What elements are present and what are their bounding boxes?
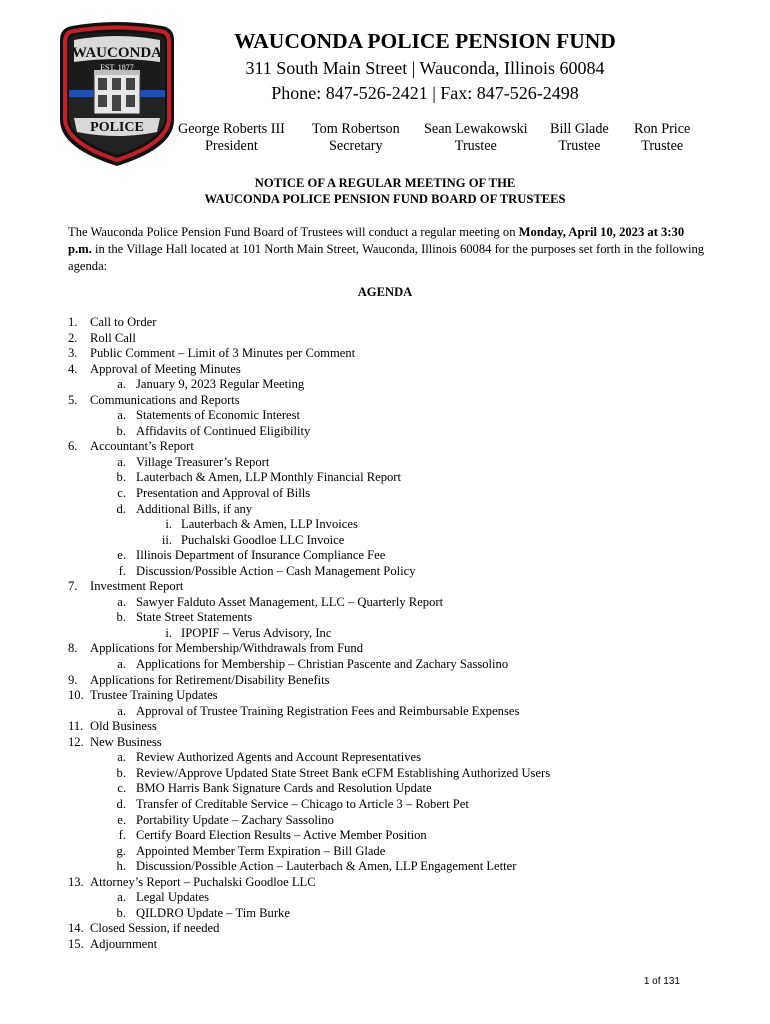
agenda-item xyxy=(68,890,718,906)
agenda-item xyxy=(68,424,718,440)
trustee-name: George Roberts III xyxy=(178,121,285,137)
badge-bottom-text: POLICE xyxy=(90,120,144,135)
agenda-item xyxy=(68,844,718,860)
trustee-0 xyxy=(178,121,285,155)
agenda-item-text: Discussion/Possible Action – Cash Management Policy xyxy=(136,563,416,578)
agenda-item-number: a. xyxy=(117,703,126,718)
agenda-item xyxy=(68,688,718,704)
agenda-item xyxy=(68,735,718,751)
agenda-item-number: 6. xyxy=(68,439,78,454)
agenda-item xyxy=(68,502,718,518)
agenda-item xyxy=(68,797,718,813)
agenda-item xyxy=(68,921,718,937)
agenda-item-number: g. xyxy=(116,843,126,858)
agenda-item xyxy=(68,704,718,720)
agenda-item xyxy=(68,533,718,549)
agenda-item xyxy=(68,719,718,735)
agenda-item xyxy=(68,346,718,362)
agenda-item xyxy=(68,859,718,875)
agenda-item-number: a. xyxy=(117,750,126,765)
agenda-item-text: Legal Updates xyxy=(136,890,210,905)
trustee-name: Bill Glade xyxy=(550,121,609,137)
agenda-item-number: a. xyxy=(117,594,126,609)
agenda-item-text: Call to Order xyxy=(90,315,157,329)
agenda-item xyxy=(68,408,718,424)
agenda-item xyxy=(68,331,718,347)
agenda-item-text: Public Comment – Limit of 3 Minutes per Comment xyxy=(90,346,356,361)
agenda-item-text: QILDRO Update – Tim Burke xyxy=(136,905,290,920)
fund-address: 311 South Main Street | Wauconda, Illinois 60084 xyxy=(245,58,605,78)
trustee-role: Trustee xyxy=(454,138,497,154)
agenda-item-number: c. xyxy=(117,781,126,796)
agenda-item-number: 7. xyxy=(68,579,78,594)
agenda-item xyxy=(68,548,718,564)
agenda-item-text: Applications for Retirement/Disability Benefits xyxy=(90,672,330,687)
agenda-item-number: a. xyxy=(117,657,126,672)
agenda-item xyxy=(68,750,718,766)
trustee-name: Tom Robertson xyxy=(312,121,400,137)
agenda-item-number: h. xyxy=(116,859,126,874)
agenda-item-number: a. xyxy=(117,454,126,469)
trustee-3 xyxy=(550,121,609,155)
page-number: 1 of 131 xyxy=(643,976,680,987)
agenda-item-number: 11. xyxy=(68,719,84,734)
meeting-intro-paragraph xyxy=(68,224,710,275)
agenda-item xyxy=(68,470,718,486)
agenda-item-text: Review/Approve Updated State Street Bank eCFM Establishing Authorized Users xyxy=(136,765,551,780)
agenda-item-number: b. xyxy=(116,423,126,438)
trustee-name: Ron Price xyxy=(634,121,691,137)
trustee-role: Trustee xyxy=(558,138,601,154)
agenda-item-text: Trustee Training Updates xyxy=(90,688,218,703)
agenda-item-number: a. xyxy=(117,890,126,905)
agenda-item-text: Investment Report xyxy=(90,579,184,594)
agenda-item-number: ii. xyxy=(161,532,172,547)
agenda-item-number: 14. xyxy=(68,921,84,936)
agenda-item-number: d. xyxy=(116,501,126,516)
agenda-item-text: Puchalski Goodloe LLC Invoice xyxy=(181,532,345,547)
agenda-item-text: Certify Board Election Results – Active Member Position xyxy=(136,828,427,843)
agenda-item-number: 15. xyxy=(68,936,84,951)
agenda-item-number: f. xyxy=(118,563,126,578)
agenda-item-number: i. xyxy=(165,517,172,532)
agenda-item-text: Portability Update – Zachary Sassolino xyxy=(136,812,334,827)
agenda-item-text: Attorney’s Report – Puchalski Goodloe LLC xyxy=(90,874,316,889)
meeting-datetime: Monday, April 10, 2023 at 3:30 p.m. xyxy=(68,225,685,256)
agenda-item-text: Roll Call xyxy=(90,330,136,345)
agenda-item xyxy=(68,781,718,797)
badge-est-text: EST. 1877 xyxy=(100,63,134,72)
agenda-item-text: Affidavits of Continued Eligibility xyxy=(136,423,311,438)
agenda-item xyxy=(68,937,718,953)
agenda-item-text: New Business xyxy=(90,734,162,749)
agenda-item-text: Review Authorized Agents and Account Representatives xyxy=(136,750,422,765)
agenda-item-text: Additional Bills, if any xyxy=(136,501,253,516)
agenda-heading: AGENDA xyxy=(357,285,413,299)
agenda-item-number: d. xyxy=(116,796,126,811)
trustee-4 xyxy=(634,121,690,155)
agenda-item-number: a. xyxy=(117,377,126,392)
agenda-item-text: Lauterbach & Amen, LLP Invoices xyxy=(181,517,358,532)
agenda-item-number: 2. xyxy=(68,330,78,345)
agenda-item-text: Discussion/Possible Action – Lauterbach & Amen, LLP Engagement Letter xyxy=(136,859,517,874)
badge-top-text: WAUCONDA xyxy=(72,45,162,61)
agenda-item-number: 12. xyxy=(68,734,84,749)
agenda-item-text: Old Business xyxy=(90,719,157,734)
trustee-2 xyxy=(424,121,528,155)
agenda-item-text: Appointed Member Term Expiration – Bill Glade xyxy=(136,843,386,858)
agenda-item-number: 8. xyxy=(68,641,78,656)
agenda-item xyxy=(68,517,718,533)
agenda-item xyxy=(68,626,718,642)
agenda-item-text: IPOPIF – Verus Advisory, Inc xyxy=(181,625,332,640)
agenda-item xyxy=(68,657,718,673)
agenda-item-text: Sawyer Falduto Asset Management, LLC – Quarterly Report xyxy=(136,594,444,609)
agenda-item-number: a. xyxy=(117,408,126,423)
agenda-item xyxy=(68,641,718,657)
agenda-item xyxy=(68,362,718,378)
agenda-item xyxy=(68,486,718,502)
agenda-item xyxy=(68,393,718,409)
agenda-item-number: 1. xyxy=(68,315,78,329)
trustee-role: Secretary xyxy=(329,138,383,154)
agenda-item-text: Illinois Department of Insurance Compliance Fee xyxy=(136,548,386,563)
agenda-item-text: Village Treasurer’s Report xyxy=(136,454,270,469)
agenda-item-text: Applications for Membership – Christian Pascente and Zachary Sassolino xyxy=(136,657,509,672)
agenda-item xyxy=(68,766,718,782)
agenda-item-text: Approval of Meeting Minutes xyxy=(90,361,241,376)
agenda-item-text: Approval of Trustee Training Registration Fees and Reimbursable Expenses xyxy=(136,703,520,718)
intro-after: in the Village Hall located at 101 North Main Street, Wauconda, Illinois 60084 for the purposes set forth in the following agenda: xyxy=(68,242,705,273)
agenda-item-number: b. xyxy=(116,765,126,780)
trustee-1 xyxy=(312,121,400,155)
agenda-item-number: 5. xyxy=(68,392,78,407)
agenda-item-number: 3. xyxy=(68,346,78,361)
agenda-item-text: BMO Harris Bank Signature Cards and Resolution Update xyxy=(136,781,432,796)
agenda-item-text: Applications for Membership/Withdrawals from Fund xyxy=(90,641,364,656)
agenda-item xyxy=(68,315,718,331)
agenda-item xyxy=(68,828,718,844)
agenda-item-text: Statements of Economic Interest xyxy=(136,408,301,423)
agenda-item xyxy=(68,813,718,829)
agenda-item-number: c. xyxy=(117,486,126,501)
agenda-item xyxy=(68,564,718,580)
agenda-item-text: Lauterbach & Amen, LLP Monthly Financial Report xyxy=(136,470,401,485)
agenda-item-number: 9. xyxy=(68,672,78,687)
notice-line-2: WAUCONDA POLICE PENSION FUND BOARD OF TRUSTEES xyxy=(204,191,566,206)
page-title: WAUCONDA POLICE PENSION FUND xyxy=(234,29,616,53)
agenda-item-number: i. xyxy=(165,625,172,640)
agenda-item xyxy=(68,579,718,595)
agenda-item-number: b. xyxy=(116,470,126,485)
notice-line-1: NOTICE OF A REGULAR MEETING OF THE xyxy=(254,176,516,190)
fund-contact xyxy=(185,56,665,106)
agenda-item-text: Adjournment xyxy=(90,936,158,951)
agenda-item-number: 13. xyxy=(68,874,84,889)
agenda-item-number: f. xyxy=(118,828,126,843)
agenda-item-number: e. xyxy=(117,812,126,827)
agenda-item-text: Communications and Reports xyxy=(90,392,240,407)
meeting-notice-heading xyxy=(60,176,710,207)
agenda-item-text: January 9, 2023 Regular Meeting xyxy=(136,377,305,392)
police-badge-logo xyxy=(58,20,176,168)
agenda-item-text: Accountant’s Report xyxy=(90,439,194,454)
agenda-item xyxy=(68,377,718,393)
agenda-item-text: State Street Statements xyxy=(136,610,253,625)
agenda-item-number: e. xyxy=(117,548,126,563)
agenda-item xyxy=(68,673,718,689)
agenda-item-number: b. xyxy=(116,905,126,920)
intro-before: The Wauconda Police Pension Fund Board of Trustees will conduct a regular meeting on xyxy=(68,225,519,239)
agenda-item-number: b. xyxy=(116,610,126,625)
agenda-item xyxy=(68,455,718,471)
agenda-item xyxy=(68,875,718,891)
trustee-role: President xyxy=(205,138,258,154)
agenda-item-text: Transfer of Creditable Service – Chicago to Article 3 – Robert Pet xyxy=(136,796,469,811)
trustee-name: Sean Lewakowski xyxy=(424,121,528,137)
agenda-item-text: Presentation and Approval of Bills xyxy=(136,486,311,501)
agenda-item-number: 10. xyxy=(68,688,84,703)
agenda-item xyxy=(68,439,718,455)
trustee-role: Trustee xyxy=(641,138,684,154)
agenda-item xyxy=(68,610,718,626)
agenda-list xyxy=(68,315,718,952)
agenda-item-text: Closed Session, if needed xyxy=(90,921,220,936)
agenda-item xyxy=(68,906,718,922)
agenda-item xyxy=(68,595,718,611)
agenda-item-number: 4. xyxy=(68,361,78,376)
fund-phone-fax: Phone: 847-526-2421 | Fax: 847-526-2498 xyxy=(271,83,579,103)
